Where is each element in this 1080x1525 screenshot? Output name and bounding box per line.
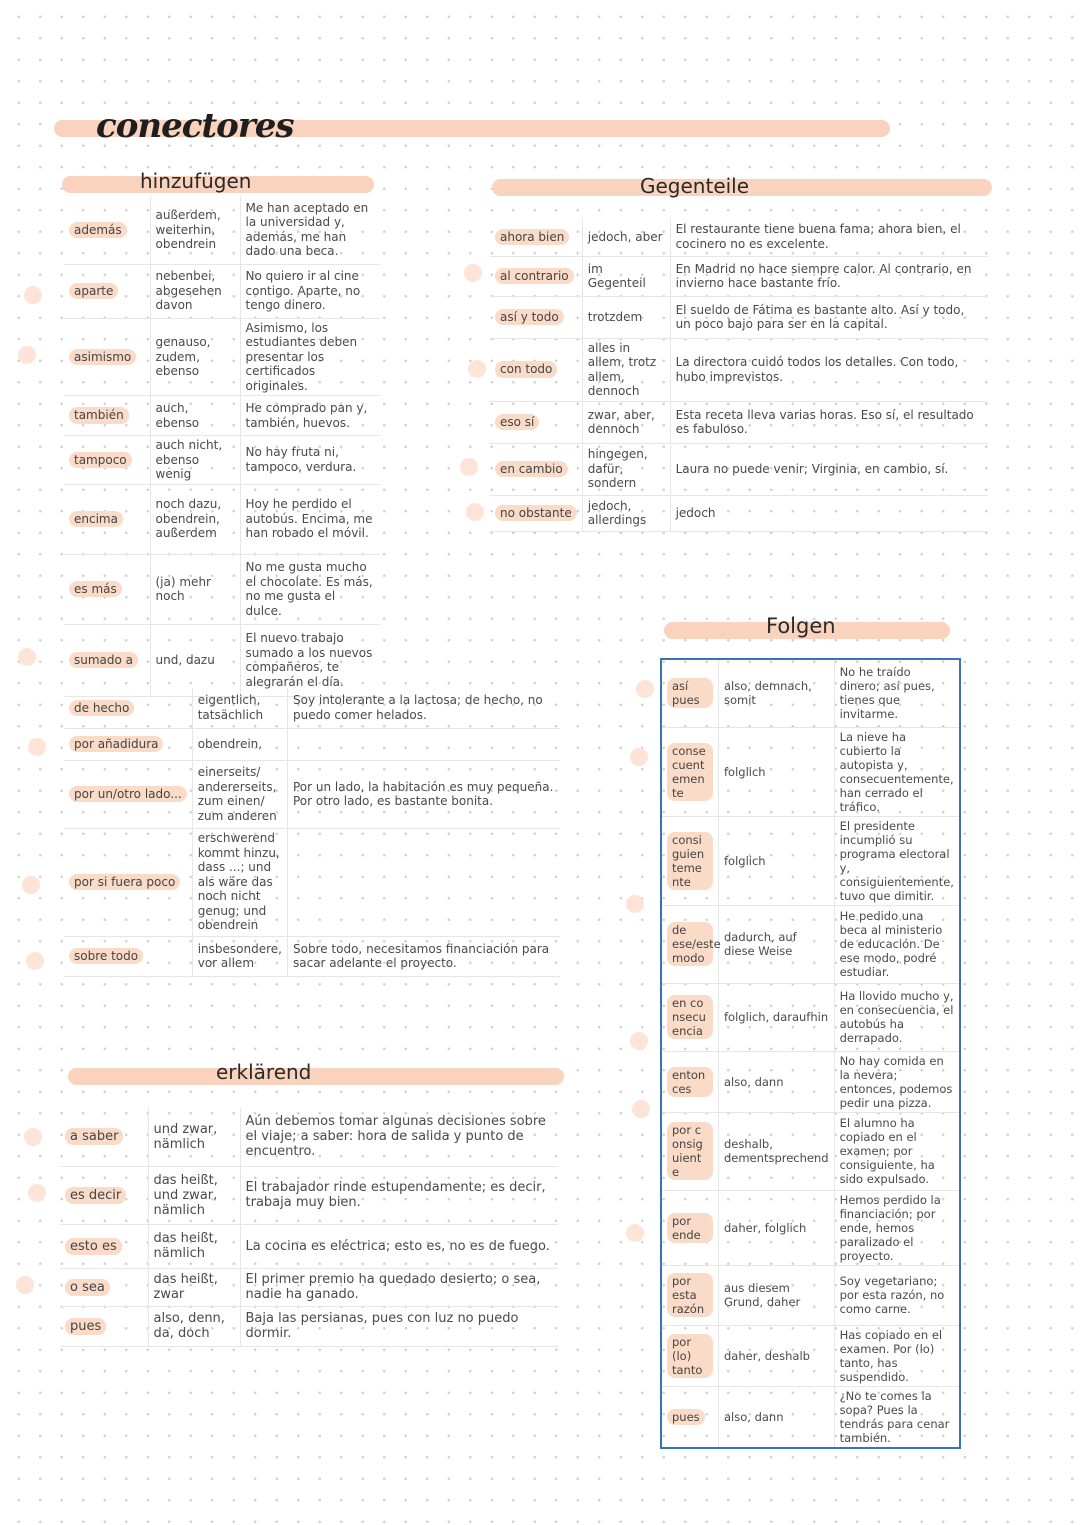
table-row	[64, 554, 380, 624]
table-row	[661, 1051, 960, 1112]
example-cell: No he traído dinero; así pues, tienes que invitarme.	[834, 659, 960, 727]
example-cell: He comprado pan y, también, huevos.	[240, 396, 380, 436]
german-cell: alles in allem, trotz allem, dennoch	[582, 338, 670, 401]
table-row	[661, 816, 960, 905]
decor-dot	[26, 952, 44, 970]
example-cell: Hemos perdido la financiación; por ende, hemos paralizado el proyecto.	[834, 1190, 960, 1265]
example-cell: Esta receta lleva varias horas. Eso sí, el resultado es fabuloso.	[670, 401, 988, 443]
connector-cell: pues	[60, 1306, 148, 1346]
decor-dot	[28, 1184, 46, 1202]
connector-cell: por si fuera poco	[64, 828, 192, 936]
decor-dot	[626, 1224, 644, 1242]
connector-cell: no obstante	[490, 495, 582, 531]
connector-cell: esto es	[60, 1224, 148, 1268]
table-row	[490, 256, 988, 296]
connector-cell: o sea	[60, 1268, 148, 1306]
table-row	[661, 983, 960, 1051]
table-row	[64, 688, 560, 728]
example-cell: Ha llovido mucho y, en consecuencia, el autobús ha derrapado.	[834, 983, 960, 1051]
decor-dot	[466, 503, 484, 521]
connector-cell: de ese/este modo	[661, 905, 719, 983]
example-cell: La directora cuidó todos los detalles. Con todo, hubo imprevistos.	[670, 338, 988, 401]
example-cell: Por un lado, la habitación es muy pequeña. Por otro lado, es bastante bonita.	[287, 760, 560, 828]
example-cell: Soy intolerante a la lactosa; de hecho, no puedo comer helados.	[287, 688, 560, 728]
example-cell: jedoch	[670, 495, 988, 531]
example-cell	[287, 828, 560, 936]
page-title: conectores	[96, 106, 294, 146]
table-row	[64, 264, 380, 318]
example-cell: ¿No te comes la sopa? Pues la tendrás para cenar también.	[834, 1386, 960, 1448]
decor-dot	[632, 1100, 650, 1118]
decor-dot	[22, 876, 40, 894]
german-cell: auch nicht, ebenso wenig	[150, 436, 240, 485]
german-cell: das heißt, nämlich	[148, 1224, 240, 1268]
connector-cell: asimismo	[64, 318, 150, 396]
erklaerend-table	[60, 1108, 558, 1347]
example-cell: Soy vegetariano; por esta razón, no como carne.	[834, 1265, 960, 1325]
german-cell: jedoch, aber	[582, 218, 670, 256]
german-cell: und zwar, nämlich	[148, 1108, 240, 1166]
table-row	[661, 1112, 960, 1190]
connector-cell: en cambio	[490, 443, 582, 495]
decor-dot	[630, 1032, 648, 1050]
connector-cell: en consecuencia	[661, 983, 719, 1051]
german-cell: im Gegenteil	[582, 256, 670, 296]
connector-cell: con todo	[490, 338, 582, 401]
german-cell: deshalb, dementsprechend	[719, 1112, 835, 1190]
connector-cell: a saber	[60, 1108, 148, 1166]
folgen-title: Folgen	[766, 614, 836, 638]
table-row	[661, 1265, 960, 1325]
table-row	[60, 1268, 558, 1306]
connector-cell: es decir	[60, 1166, 148, 1224]
german-cell: noch dazu, obendrein, außerdem	[150, 484, 240, 554]
example-cell: La cocina es eléctrica; esto es, no es de fuego.	[240, 1224, 558, 1268]
german-cell: dadurch, auf diese Weise	[719, 905, 835, 983]
example-cell: Me han aceptado en la universidad y, además, me han dado una beca.	[240, 196, 380, 264]
german-cell: das heißt, und zwar, nämlich	[148, 1166, 240, 1224]
table-row	[661, 659, 960, 727]
german-cell: also, demnach, somit	[719, 659, 835, 727]
example-cell: Aún debemos tomar algunas decisiones sobre el viaje; a saber: hora de salida y punto de encuentro.	[240, 1108, 558, 1166]
decor-dot	[464, 264, 482, 282]
connector-cell: así y todo	[490, 296, 582, 338]
example-cell: Hoy he perdido el autobús. Encima, me han robado el móvil.	[240, 484, 380, 554]
connector-cell: al contrario	[490, 256, 582, 296]
german-cell: trotzdem	[582, 296, 670, 338]
german-cell: jedoch, allerdings	[582, 495, 670, 531]
table-row	[64, 936, 560, 976]
connector-cell: eso sí	[490, 401, 582, 443]
table-row	[661, 1386, 960, 1448]
german-cell: folglich, daraufhin	[719, 983, 835, 1051]
connector-cell: por (lo) tanto	[661, 1325, 719, 1386]
gegenteile-table	[490, 218, 988, 532]
table-row	[490, 495, 988, 531]
table-row	[60, 1306, 558, 1346]
decor-dot	[636, 680, 654, 698]
table-row	[490, 443, 988, 495]
table-row	[64, 624, 380, 696]
erklaerend-title: erklärend	[216, 1060, 312, 1084]
connector-cell: también	[64, 396, 150, 436]
table-row	[661, 1190, 960, 1265]
connector-cell: por un/otro lado...	[64, 760, 192, 828]
example-cell	[287, 728, 560, 760]
connector-cell: por esta razón	[661, 1265, 719, 1325]
example-cell: No me gusta mucho el chocolate. Es más, no me gusta el dulce.	[240, 554, 380, 624]
example-cell: El presidente incumplió su programa electoral y, consiguientemente, tuvo que dimitir.	[834, 816, 960, 905]
table-row	[64, 318, 380, 396]
gegenteile-title: Gegenteile	[640, 174, 750, 198]
example-cell: Asimismo, los estudiantes deben presentar los certificados originales.	[240, 318, 380, 396]
example-cell: En Madrid no hace siempre calor. Al contrario, en invierno hace bastante frío.	[670, 256, 988, 296]
table-row	[490, 401, 988, 443]
connector-cell: aparte	[64, 264, 150, 318]
table-row	[64, 436, 380, 485]
example-cell: He pedido una beca al ministerio de educación. De ese modo, podré estudiar.	[834, 905, 960, 983]
connector-cell: por ende	[661, 1190, 719, 1265]
connector-cell: por consiguiente	[661, 1112, 719, 1190]
hinzufuegen-table-continued	[64, 688, 560, 977]
table-row	[661, 905, 960, 983]
connector-cell: por añadidura	[64, 728, 192, 760]
decor-dot	[24, 286, 42, 304]
example-cell: Laura no puede venir; Virginia, en cambio, sí.	[670, 443, 988, 495]
german-cell: also, dann	[719, 1051, 835, 1112]
german-cell: eigentlich, tatsächlich	[192, 688, 287, 728]
german-cell: hingegen, dafür, sondern	[582, 443, 670, 495]
german-cell: auch, ebenso	[150, 396, 240, 436]
table-row	[64, 728, 560, 760]
connector-cell: tampoco	[64, 436, 150, 485]
example-cell: No quiero ir al cine contigo. Aparte, no tengo dinero.	[240, 264, 380, 318]
folgen-table	[660, 658, 961, 1449]
table-row	[490, 338, 988, 401]
table-row	[661, 727, 960, 816]
decor-dot	[24, 1128, 42, 1146]
table-row	[64, 396, 380, 436]
example-cell: El sueldo de Fátima es bastante alto. Así y todo, un poco bajo para ser en la capital.	[670, 296, 988, 338]
german-cell: genauso, zudem, ebenso	[150, 318, 240, 396]
decor-dot	[626, 895, 644, 913]
decor-dot	[630, 748, 648, 766]
example-cell: Baja las persianas, pues con luz no puedo dormir.	[240, 1306, 558, 1346]
connector-cell: así pues	[661, 659, 719, 727]
connector-cell: sumado a	[64, 624, 150, 696]
connector-cell: sobre todo	[64, 936, 192, 976]
connector-cell: es más	[64, 554, 150, 624]
decor-dot	[28, 738, 46, 756]
german-cell: aus diesem Grund, daher	[719, 1265, 835, 1325]
german-cell: folglich	[719, 727, 835, 816]
german-cell: nebenbei, abgesehen davon	[150, 264, 240, 318]
german-cell: erschwerend kommt hinzu, dass ...; und als wäre das noch nicht genug; und obendrein	[192, 828, 287, 936]
decor-dot	[16, 1276, 34, 1294]
example-cell: Has copiado en el examen. Por (lo) tanto, has suspendido.	[834, 1325, 960, 1386]
decor-dot	[18, 346, 36, 364]
german-cell: also, dann	[719, 1386, 835, 1448]
german-cell: zwar, aber, dennoch	[582, 401, 670, 443]
decor-dot	[460, 458, 478, 476]
table-row	[64, 484, 380, 554]
example-cell: El nuevo trabajo sumado a los nuevos compañeros, te alegrarán el día.	[240, 624, 380, 696]
hinzufuegen-table	[64, 196, 380, 697]
table-row	[60, 1166, 558, 1224]
example-cell: No hay fruta ni, tampoco, verdura.	[240, 436, 380, 485]
connector-cell: encima	[64, 484, 150, 554]
decor-dot	[468, 360, 486, 378]
german-cell: daher, folglich	[719, 1190, 835, 1265]
table-row	[64, 828, 560, 936]
table-row	[490, 296, 988, 338]
example-cell: El restaurante tiene buena fama; ahora bien, el cocinero no es excelente.	[670, 218, 988, 256]
example-cell: El trabajador rinde estupendamente; es decir, trabaja muy bien.	[240, 1166, 558, 1224]
german-cell: das heißt, zwar	[148, 1268, 240, 1306]
german-cell: also, denn, da, doch	[148, 1306, 240, 1346]
german-cell: obendrein,	[192, 728, 287, 760]
example-cell: El alumno ha copiado en el examen; por consiguiente, ha sido expulsado.	[834, 1112, 960, 1190]
connector-cell: consiguientemente	[661, 816, 719, 905]
german-cell: insbesondere, vor allem	[192, 936, 287, 976]
german-cell: folglich	[719, 816, 835, 905]
erklaerend-highlight	[68, 1068, 564, 1085]
example-cell: La nieve ha cubierto la autopista y, consecuentemente, han cerrado el tráfico.	[834, 727, 960, 816]
connector-cell: ahora bien	[490, 218, 582, 256]
connector-cell: pues	[661, 1386, 719, 1448]
connector-cell: además	[64, 196, 150, 264]
table-row	[64, 196, 380, 264]
table-row	[60, 1108, 558, 1166]
connector-cell: de hecho	[64, 688, 192, 728]
german-cell: außerdem, weiterhin, obendrein	[150, 196, 240, 264]
german-cell: (ja) mehr noch	[150, 554, 240, 624]
german-cell: einerseits/ andererseits, zum einen/ zum anderen	[192, 760, 287, 828]
german-cell: daher, deshalb	[719, 1325, 835, 1386]
connector-cell: consecuentemente	[661, 727, 719, 816]
example-cell: No hay comida en la nevera; entonces, podemos pedir una pizza.	[834, 1051, 960, 1112]
example-cell: Sobre todo, necesitamos financiación para sacar adelante el proyecto.	[287, 936, 560, 976]
table-row	[64, 760, 560, 828]
hinzufuegen-title: hinzufügen	[140, 169, 252, 193]
decor-dot	[18, 648, 36, 666]
table-row	[661, 1325, 960, 1386]
connector-cell: entonces	[661, 1051, 719, 1112]
table-row	[60, 1224, 558, 1268]
example-cell: El primer premio ha quedado desierto; o sea, nadie ha ganado.	[240, 1268, 558, 1306]
table-row	[490, 218, 988, 256]
german-cell: und, dazu	[150, 624, 240, 696]
